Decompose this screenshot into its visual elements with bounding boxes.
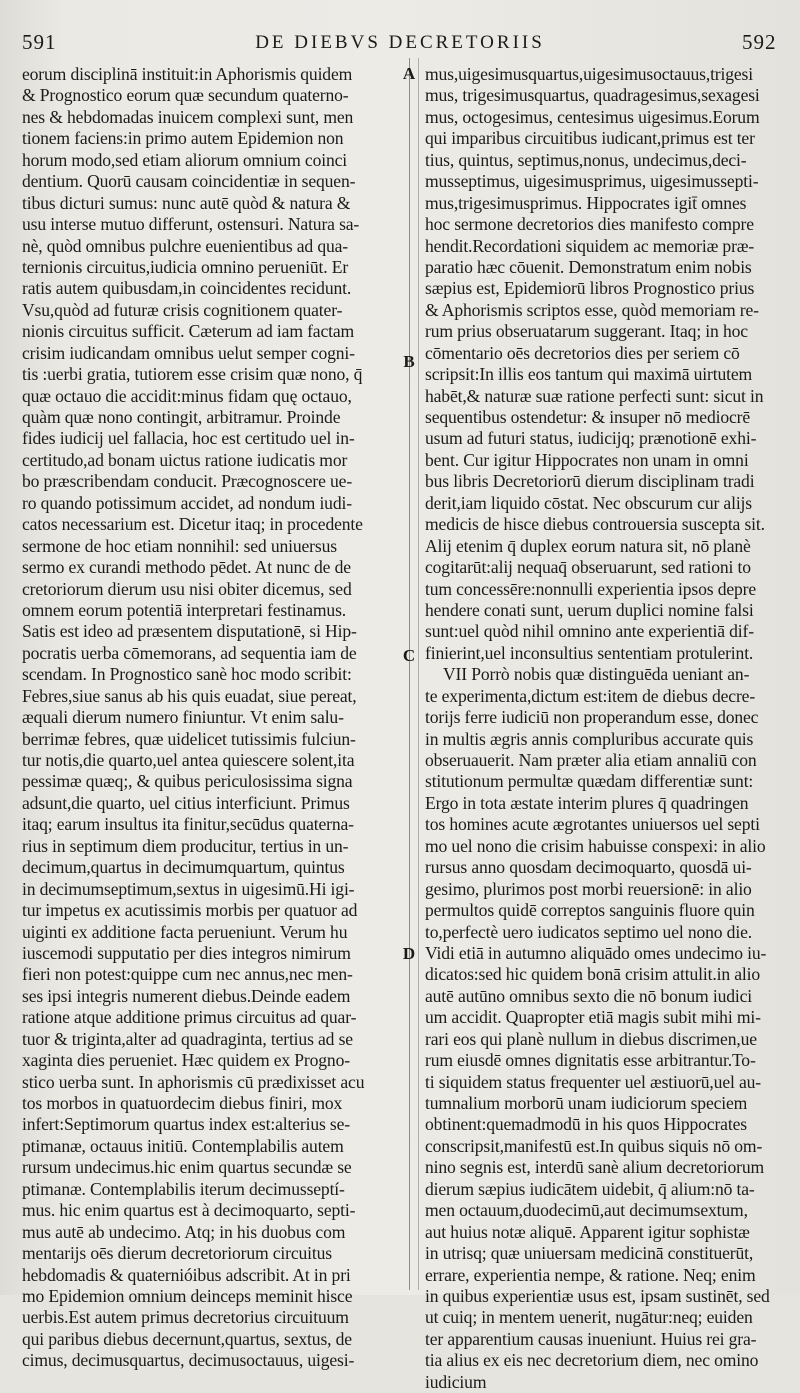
- text-line: certitudo,ad bonam uictus ratione iudicatis mor: [22, 449, 348, 470]
- text-line: æquali dierum numero finiuntur. Vt enim salu-: [22, 707, 344, 728]
- text-line: adsunt,die quarto, uel citius interficiunt. Primus: [22, 792, 350, 813]
- text-line: sermo ex curandi methodo pēdet. At nunc de de: [22, 557, 351, 578]
- text-line: uerbis.Est autem primus decretorius circuituum: [22, 1307, 349, 1328]
- page-number-left: 591: [22, 30, 57, 54]
- text-line: obtinent:quemadmodū in his quos Hippocrates: [425, 1114, 747, 1135]
- text-line: dierum sæpius iudicātem uidebit, q̄ alium:nō ta-: [425, 1178, 755, 1199]
- text-line: habēt,& naturæ suæ ratione perfecti sunt: sicut in: [425, 385, 764, 406]
- text-line: quæ octauo die accidit:minus fidam quę octauo,: [22, 385, 352, 406]
- text-line: derit,iam liquido cōstat. Nec obscurum cur alijs: [425, 492, 752, 513]
- margin-letter-c: C: [402, 646, 416, 665]
- text-line: ratis autem quibusdam,in coincidentes recidunt.: [22, 278, 352, 299]
- running-title: DE DIEBVS DECRETORIIS: [255, 32, 545, 53]
- text-line: ti siquidem status frequenter uel æstiuorū,uel au-: [425, 1071, 761, 1092]
- text-line: tur impetus ex acutissimis morbis per quatuor ad: [22, 900, 358, 921]
- gutter-rule-outer: [418, 58, 419, 1290]
- text-line: sæpius est, Epidemiorū libros Prognostico prius: [425, 278, 755, 299]
- text-line: hendere conati sunt, uerum duplici nomine falsi: [425, 599, 754, 620]
- text-line: hoc sermone decretorios dies manifesto compre: [425, 214, 754, 235]
- text-line: mus,trigesimusprimus. Hippocrates igit̄ omnes: [425, 192, 747, 213]
- text-line: Febres,siue sanus ab his quis euadat, siue pereat,: [22, 685, 357, 706]
- text-line: mo Epidemion omnium deinceps meminit hisce: [22, 1285, 353, 1306]
- text-line: horum modo,sed etiam aliorum omnium coinci: [22, 149, 347, 170]
- text-line: nino segnis est, interdū sanè alium decretoriorum: [425, 1157, 765, 1178]
- text-line: omnem eorum potentiā interpretari festinamus.: [22, 599, 347, 620]
- text-line: in quibus experientiæ usus est, ipsam sustinēt, sed: [425, 1285, 770, 1306]
- text-line: sermone de hoc etiam nonnihil: sed uniuersus: [22, 535, 337, 556]
- text-line: ptimanæ, octauus initiū. Contemplabilis autem: [22, 1135, 344, 1156]
- text-line: usu interse mutuo differunt, ostensuri. Natura sa-: [22, 214, 360, 235]
- text-line: Satis est ideo ad præsentem disputationē, si Hip-: [22, 621, 357, 642]
- running-header: [0, 30, 800, 60]
- text-line: um accidit. Quapropter etiā magis subit mihi mi-: [425, 1007, 761, 1028]
- text-line: errare, experientia nempe, & ratione. Neq; enim: [425, 1264, 756, 1285]
- text-column-right: [425, 64, 791, 1392]
- text-line: mus,uigesimusquartus,uigesimusoctauus,trigesi: [425, 64, 753, 84]
- margin-letter-a: A: [402, 64, 416, 83]
- text-line: qui imparibus circuitibus iudicant,primus est ter: [425, 128, 755, 149]
- text-line: ses ipsi integris numerent diebus.Deinde eadem: [22, 985, 351, 1006]
- text-line: bent. Cur igitur Hippocrates non unam in omni: [425, 449, 749, 470]
- text-line: tos morbos in quatuordecim diebus finiri, mox: [22, 1093, 343, 1113]
- text-line: hendit.Recordationi siquidem ac memoriæ præ-: [425, 235, 755, 256]
- gutter-rule: [409, 58, 410, 1290]
- text-line: bus libris Decretoriorū dierum disciplinam tradi: [425, 471, 755, 492]
- text-line: ternionis circuitus,iudicia omnino perueniūt. Er: [22, 256, 349, 277]
- text-line: tis :uerbi gratia, tutiorem esse crisim quæ nono, q̄: [22, 364, 363, 385]
- text-line: scripsit:In illis eos tantum qui maximā uirtutem: [425, 364, 753, 385]
- text-line: Vidi etiā in autumno aliquādo omes undecimo iu-: [425, 942, 767, 963]
- text-line: cretoriorum dierum usu nisi obiter dicemus, sed: [22, 578, 352, 599]
- text-line: men octauum,duodecimū,aut decimumsextum,: [425, 1200, 748, 1221]
- text-line: rursum undecimus.hic enim quartus secundæ se: [22, 1157, 352, 1178]
- text-line: stitutionum permultæ quædam differentiæ sunt:: [425, 771, 754, 792]
- text-line: cogitarūt:alij nequaq̄ obseruarunt, sed rationi to: [425, 557, 751, 578]
- text-line: paratio hæc cōuenit. Demonstratum enim nobis: [425, 256, 752, 277]
- text-line: tius, quintus, septimus,nonus, undecimus,deci-: [425, 149, 747, 170]
- text-line: rum prius obseruatarum suggerant. Itaq; in hoc: [425, 321, 748, 342]
- text-line: VII Porrò nobis quæ distinguēda ueniant an-: [443, 664, 750, 685]
- text-line: tibus dicturi sumus: nunc autē quòd & natura &: [22, 192, 351, 213]
- text-line: Alij etenim q̄ duplex eorum natura sit, nō planè: [425, 535, 751, 556]
- text-line: mo uel nono die crisim habuisse conspexi: in alio: [425, 835, 766, 856]
- text-line: scendam. In Prognostico sanè hoc modo scribit:: [22, 664, 352, 685]
- text-line: nionis circuitus sufficit. Cæterum ad iam factam: [22, 321, 355, 342]
- text-line: mus autē ab undecimo. Atq; in his duobus com: [22, 1221, 346, 1242]
- text-line: pessimæ quæq;, & quibus periculosissima signa: [22, 771, 353, 792]
- text-line: cimus, decimusquartus, decimusoctauus, uigesi-: [22, 1350, 355, 1371]
- text-line: in utrisq; quæ uniuersam medicinā constituerūt,: [425, 1243, 754, 1264]
- text-line: mus, octogesimus, centesimus uigesimus.Eorum: [425, 106, 760, 127]
- text-line: sequentibus ostendetur: & insuper nō mediocrē: [425, 407, 751, 427]
- text-line: stico uerba sunt. In aphorismis cū prædixisset acu: [22, 1071, 365, 1092]
- text-line: bo præscribendam conducit. Præcognoscere ue-: [22, 471, 353, 492]
- text-line: Vsu,quòd ad futuræ crisis cognitionem quater-: [22, 299, 343, 320]
- text-line: ro quando potissimum accidet, ad nondum iudi-: [22, 492, 352, 513]
- text-line: rursus anno quosdam decimoquarto, quosdā ui-: [425, 857, 752, 878]
- text-line: iuscemodi supputatio per dies integros nimirum: [22, 942, 351, 963]
- text-line: & Aphorismis scriptos esse, quòd memoriam re-: [425, 299, 759, 320]
- text-line: tum concessēre:nonnulli experientia ipsos depre: [425, 578, 757, 599]
- text-line: qui paribus diebus decernunt,quartus, sextus, de: [22, 1328, 352, 1349]
- text-line: rum eiusdē omnes dignitatis esse arbitrantur.To-: [425, 1050, 756, 1071]
- text-column-left: [22, 64, 400, 1371]
- text-line: hebdomadis & quaternióibus adscribit. At in pri: [22, 1264, 351, 1285]
- text-line: crisim iudicandam omnibus uelut semper cogni-: [22, 342, 355, 363]
- text-line: torijs ferre iudiciū non properandum esse, donec: [425, 707, 759, 728]
- text-line: berrimæ febres, quæ uidelicet tutissimis fulciun-: [22, 728, 356, 749]
- text-line: quàm quæ nono contingit, arbitramur. Proinde: [22, 407, 341, 427]
- text-line: fides iudicij uel fallacia, hoc est certitudo uel in-: [22, 428, 355, 449]
- text-line: rari eos qui planè nullum in diebus discrimen,ue: [425, 1028, 757, 1049]
- text-line: rius in septimum diem producitur, tertius in un-: [22, 835, 349, 856]
- text-line: infert:Septimorum quartus index est:alterius se-: [22, 1114, 350, 1135]
- margin-letter-b: B: [403, 352, 415, 371]
- text-line: permultos quidē correptos sanguinis fluore quin: [425, 900, 755, 921]
- text-line: fieri non potest:quippe cum nec annus,nec men-: [22, 964, 353, 985]
- page-number-right: 592: [742, 30, 777, 54]
- text-line: ptimanæ. Contemplabilis iterum decimusseptí-: [22, 1178, 345, 1199]
- text-line: tia alius ex eis nec decretorium diem, nec omino: [425, 1350, 759, 1371]
- text-line: & Prognostico eorum quæ secundum quaterno-: [22, 85, 349, 106]
- text-line: pocratis uerba cōmemorans, ad sequentia iam de: [22, 642, 357, 663]
- text-line: obseruauerit. Nam præter alia etiam annaliū con: [425, 750, 757, 770]
- text-line: cōmentario oēs decretorios dies per seriem cō: [425, 342, 740, 363]
- text-line: eorum disciplinā instituit:in Aphorismis quidem: [22, 64, 353, 84]
- text-line: dentium. Quorū causam coincidentiæ in sequen-: [22, 171, 356, 192]
- text-line: catos necessarium est. Dicetur itaq; in procedente: [22, 514, 363, 535]
- text-line: mus. hic enim quartus est à decimoquarto, septi-: [22, 1200, 356, 1221]
- text-line: itaq; earum insultus ita finitur,secūdus quaterna-: [22, 814, 354, 835]
- text-line: usum ad futuri status, iudicijq; prænotionē exhi-: [425, 428, 757, 449]
- text-line: Ergo in tota æstate interim plures q̄ quadringen: [425, 792, 749, 813]
- text-line: iudicium: [425, 1371, 487, 1392]
- text-line: uiginti ex additione facta perueniunt. Verum hu: [22, 921, 348, 942]
- text-line: aut huius notæ aliquē. Apparent igitur sophistæ: [425, 1221, 750, 1242]
- text-line: ut cuiq; in mentem uenerit, nugātur:neq; euiden: [425, 1307, 753, 1328]
- text-line: te experimenta,dictum est:item de diebus decre-: [425, 685, 756, 706]
- text-line: autē autūno omnibus sexto die nō bonum iudici: [425, 985, 752, 1006]
- text-line: gesimo, plurimos post morbi reuersionē: in alio: [425, 878, 752, 899]
- text-line: mentarijs oēs dierum decretoriorum circuitus: [22, 1243, 332, 1264]
- text-line: tos homines acute ægrotantes uniuersos uel septi: [425, 814, 760, 835]
- text-line: sunt:uel quòd nihil omnino ante experientiā dif-: [425, 621, 754, 642]
- text-line: dicatos:sed hic quidem bonā crisim attulit.in alio: [425, 964, 761, 985]
- text-line: finierint,uel inconsultius sententiam protulerint.: [425, 642, 754, 663]
- text-line: ter apparentium causas inueniunt. Huius rei gra-: [425, 1328, 757, 1349]
- text-line: tur notis,die quarto,uel antea quiescere solent,ita: [22, 750, 355, 770]
- text-line: tionem faciens:in primo autem Epidemion non: [22, 128, 344, 149]
- text-line: decimum,quartus in decimumquartum, quintus: [22, 857, 345, 878]
- text-line: musseptimus, uigesimusprimus, uigesimussepti-: [425, 171, 759, 192]
- text-line: tuor & triginta,alter ad quadraginta, tertius ad se: [22, 1028, 353, 1049]
- text-line: in decimumseptimum,sextus in uigesimū.Hi igi-: [22, 878, 355, 899]
- text-line: mus, trigesimusquartus, quadragesimus,sexagesi: [425, 85, 760, 106]
- text-line: nes & hebdomadas inuicem complexi sunt, men: [22, 106, 354, 127]
- margin-letter-d: D: [402, 944, 416, 963]
- text-line: ratione atque additione primus circuitus ad quar-: [22, 1007, 357, 1028]
- text-line: in multis ægris annis compluribus accurate quis: [425, 728, 754, 749]
- text-line: medicis de hisce diebus controuersia suscepta sit.: [425, 514, 765, 535]
- text-line: tumnalium morborū unam iudiciorum speciem: [425, 1093, 748, 1113]
- text-line: to,perfectè uero iudicatos septimo uel nono die.: [425, 921, 752, 942]
- text-line: xaginta dies perueniet. Hæc quidem ex Progno-: [22, 1050, 350, 1071]
- text-line: nè, quòd omnibus pulchre euenientibus ad qua-: [22, 235, 348, 256]
- text-line: conscripsit,manifestū est.In quibus siquis nō om-: [425, 1135, 763, 1156]
